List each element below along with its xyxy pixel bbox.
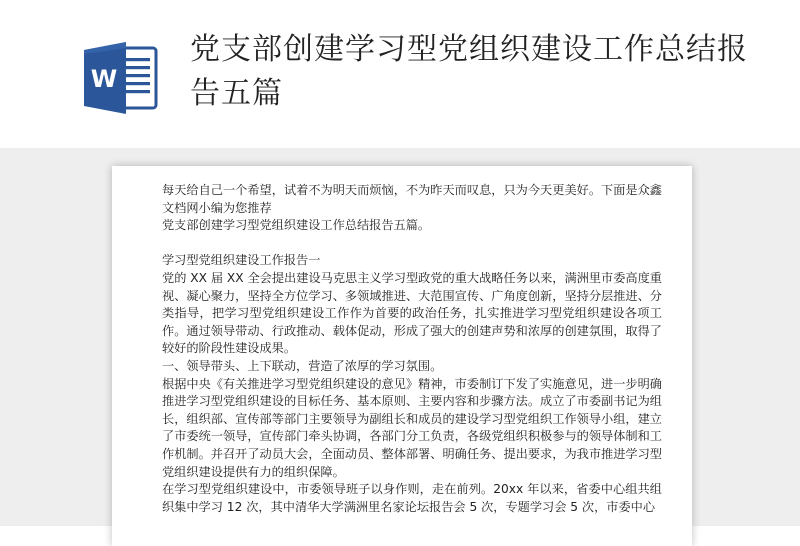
word-icon-letter: W (90, 65, 118, 93)
paragraph-body: 在学习型党组织建设中，市委领导班子以身作则，走在前列。20xx 年以来，省委中心组共组织集中学习 12 次，其中清华大学满洲里名家论坛报告会 5 次，专题学习会 5 次，市委中心 (162, 482, 662, 514)
paragraph-intro: 每天给自己一个希望，试着不为明天而烦恼，不为昨天而叹息，只为今天更美好。下面是众鑫文档网小编为您推荐 (162, 183, 662, 215)
subheading-one: 一、领导带头、上下联动，营造了浓厚的学习氛围。 (162, 358, 443, 373)
word-document-icon (82, 40, 160, 116)
document-body (162, 182, 662, 516)
paragraph-body: 根据中央《有关推进学习型党组织建设的意见》精神，市委制订下发了实施意见，进一步明确推进学习型党组织建设的目标任务、基本原则、主要内容和步骤方法。成立了市委副书记为组长，组织部、宣传部等部门主要领导为副组长和成员的建设学习型党组织工作领导小组，建立了市委统一领导，宣传部门牵头协调，各部门分工负责，各级党组织积极参与的领导体制和工作机制。并召开了动员大会，全面动员、整体部署、明确任务、提出要求，为我市推进学习型党组织建设提供有力的组织保障。 (162, 376, 662, 479)
paragraph-intro-cont: 党支部创建学习型党组织建设工作总结报告五篇。 (162, 218, 431, 233)
header (0, 0, 800, 160)
blank-line (162, 235, 662, 253)
document-page (112, 166, 692, 546)
paragraph-body: 党的 XX 届 XX 全会提出建设马克思主义学习型政党的重大战略任务以来，满洲里市委高度重视、凝心聚力，坚持全方位学习、多领域推进、大范围宣传、广角度创新，坚持分层推进、分类指导，把学习型党组织建设工作作为首要的政治任务，扎实推进学习型党组织建设各项工作。通过领导带动、行政推动、载体促动，形成了强大的创建声势和浓厚的创建氛围，取得了较好的阶段性建设成果。 (162, 270, 662, 356)
section-heading: 学习型党组织建设工作报告一 (162, 253, 321, 268)
page-title: 党支部创建学习型党组织建设工作总结报告五篇 (190, 32, 748, 111)
